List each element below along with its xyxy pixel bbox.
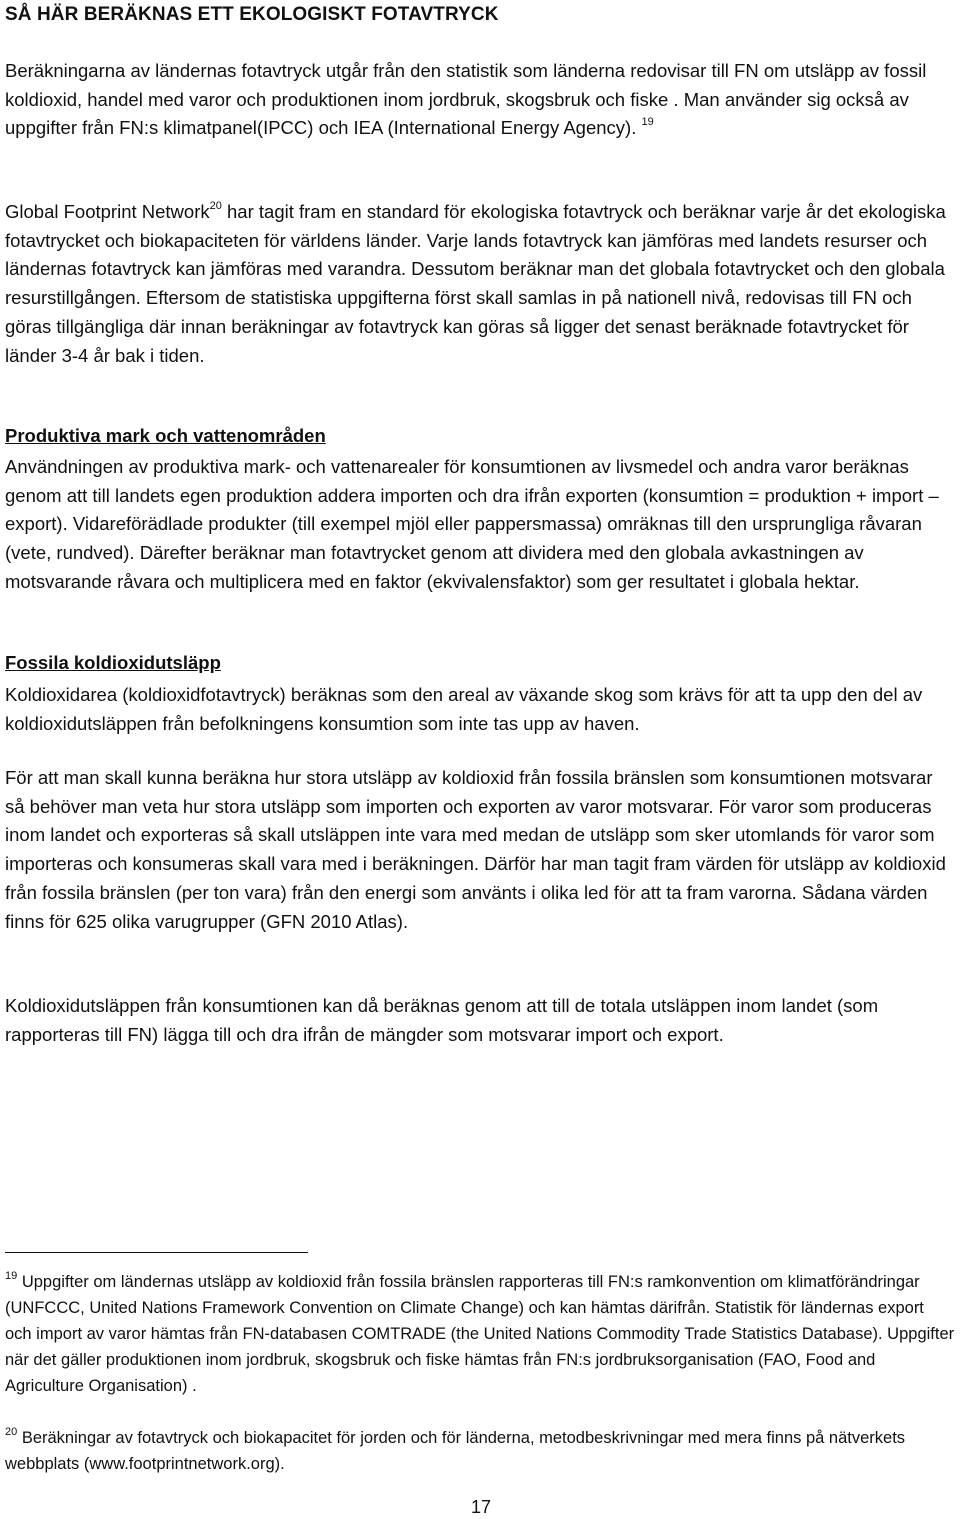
fossil-paragraph-3: Koldioxidutsläppen från konsumtionen kan då beräknas genom att till de totala utsläppen inom landet (som rapporteras till FN) lägga till och dra ifrån de mängder som motsvarar import och export.: [5, 995, 879, 1045]
footnote-number: 20: [5, 1425, 18, 1438]
intro-text: Beräkningarna av ländernas fotavtryck utgår från den statistik som länderna redovisar till FN om utsläpp av fossil koldioxid, handel med varor och produktionen inom jordbruk, skogsbruk och fiske . Man använder sig också av uppgifter från FN:s klimatpanel(IPCC) och IEA (International Energy Agency).: [5, 60, 927, 138]
footnote-text: Uppgifter om ländernas utsläpp av koldioxid från fossila bränslen rapporteras till FN:s ramkonvention om klimatförändringar (UNFCCC, United Nations Framework Convention on Climate Change) och kan hämtas därifrån. Statistik för ländernas export och import av varor hämtas från FN-databasen COMTRADE (the United Nations Commodity Trade Statistics Database). Uppgifter när det gäller produktionen inom jordbruk, skogsbruk och fiske hämtas från FN:s jordbruksorganisation (FAO, Food and Agriculture Organisation) .: [5, 1273, 955, 1395]
section-heading-fossil: Fossila koldioxidutsläpp: [5, 652, 221, 673]
page-number: 17: [471, 1497, 492, 1517]
footnote-ref-20[interactable]: 20: [209, 199, 222, 212]
gfn-text: har tagit fram en standard för ekologiska fotavtryck och beräknar varje år det ekologiska fotavtrycket och biokapaciteten för världens länder. Varje lands fotavtryck kan jämföras med landets resurser och ländernas fotavtryck kan jämföras med varandra. Dessutom beräknar man det globala fotavtrycket och den globala resurstillgången. Eftersom de statistiska uppgifterna först skall samlas in på nationell nivå, redovisas till FN och göras tillgängliga där innan beräkningar av fotavtryck kan göras så ligger det senast beräknade fotavtrycket för länder 3-4 år bak i tiden.: [5, 201, 946, 366]
intro-paragraph: [5, 57, 955, 143]
footnote-separator: [5, 1252, 308, 1253]
footnote-20: [5, 1425, 955, 1477]
productive-paragraph: Användningen av produktiva mark- och vattenarealer för konsumtionen av livsmedel och andra varor beräknas genom att till landets egen produktion addera importen och dra ifrån exporten (konsumtion = produktion + import – export). Vidareförädlade produkter (till exempel mjöl eller pappersmassa) omräknas till den ursprungliga råvaran (vete, rundved). Därefter beräknar man fotavtrycket genom att dividera med den globala avkastningen av motsvarande råvara och multiplicera med en faktor (ekvivalensfaktor) som ger resultatet i globala hektar.: [5, 456, 939, 592]
footnote-text: Beräkningar av fotavtryck och biokapacitet för jorden och för länderna, metodbeskrivningar med mera finns på nätverkets webbplats (www.footprintnetwork.org).: [5, 1429, 906, 1473]
gfn-paragraph: [5, 198, 955, 370]
fossil-paragraph-1: Koldioxidarea (koldioxidfotavtryck) beräknas som den areal av växande skog som krävs för att ta upp den del av koldioxidutsläppen från befolkningens konsumtion som inte tas upp av haven.: [5, 684, 923, 734]
fossil-paragraph-2: För att man skall kunna beräkna hur stora utsläpp av koldioxid från fossila bränslen som konsumtionen motsvarar så behöver man veta hur stora utsläpp som importen och exporten av varor motsvarar. För varor som produceras inom landet och exporteras så skall utsläppen inte vara med medan de utsläpp som sker utomlands för varor som importeras och konsumeras skall vara med i beräkningen. Därför har man tagit fram värden för utsläpp av koldioxid från fossila bränslen (per ton vara) från den energi som använts i olika led för att ta fram varorna. Sådana värden finns för 625 olika varugrupper (GFN 2010 Atlas).: [5, 767, 946, 932]
section-heading-productive: Produktiva mark och vattenområden: [5, 425, 326, 446]
gfn-lead: Global Footprint Network: [5, 201, 210, 222]
footnote-number: 19: [5, 1269, 18, 1282]
footnote-ref-19[interactable]: 19: [641, 115, 654, 128]
page-title: SÅ HÄR BERÄKNAS ETT EKOLOGISKT FOTAVTRYCK: [5, 4, 499, 25]
footnote-19: [5, 1269, 955, 1399]
